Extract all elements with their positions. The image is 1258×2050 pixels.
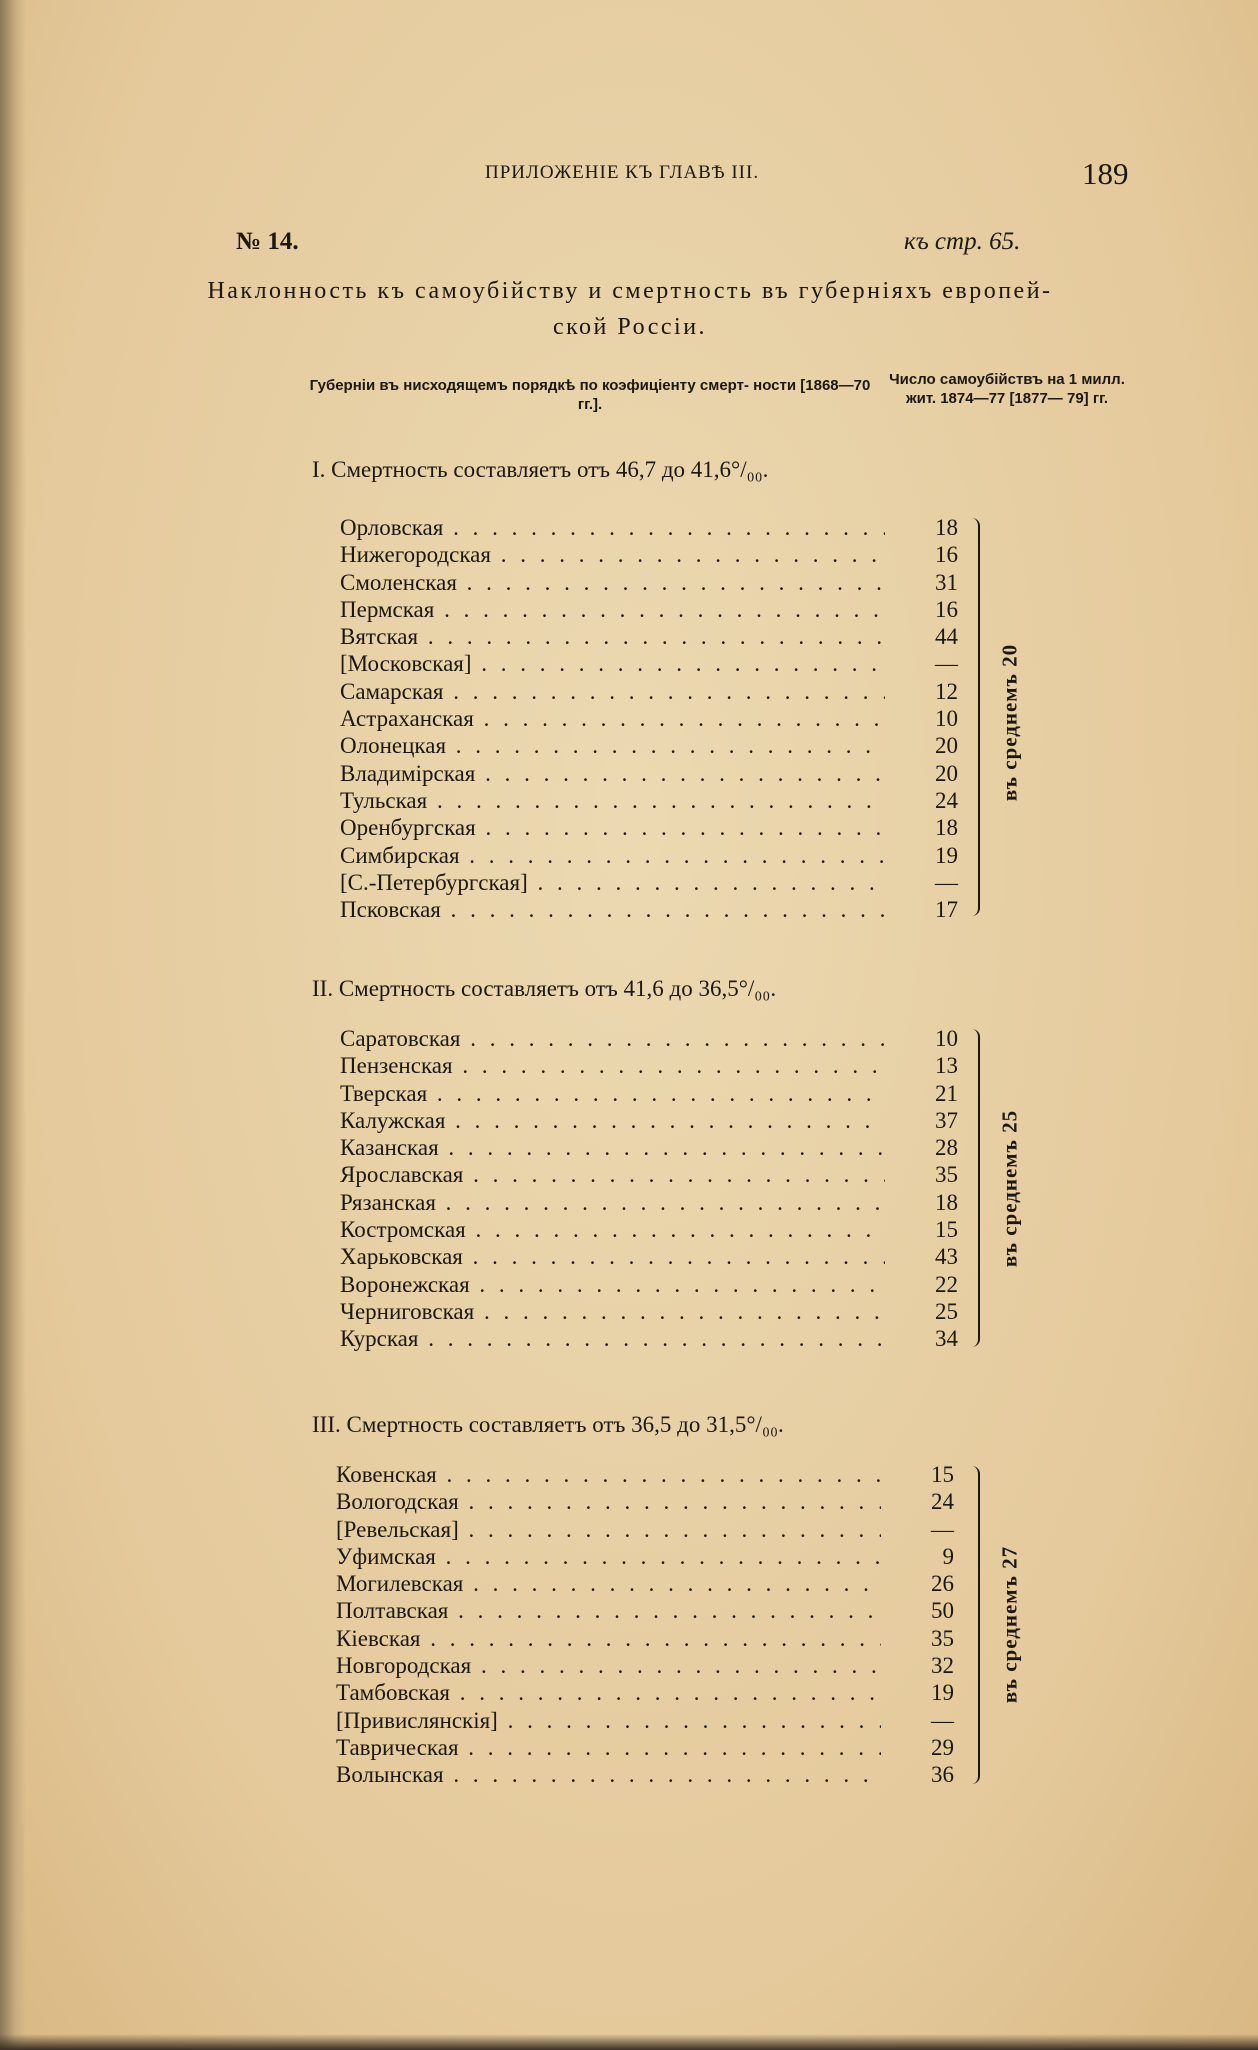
document-number: № 14. <box>236 228 299 255</box>
suicide-rate: 29 <box>931 1734 954 1760</box>
province-name: Таврическая . . . <box>336 1734 881 1761</box>
suicide-rate: — <box>931 1516 954 1542</box>
suicide-rate: 34 <box>935 1326 958 1352</box>
province-name: Тульская . . . <box>340 787 885 814</box>
province-name: Смоленская . . . <box>340 569 885 596</box>
suicide-rate: 9 <box>942 1543 954 1569</box>
province-name: Орловская . . . <box>340 514 885 541</box>
suicide-rate: 20 <box>935 760 958 786</box>
province-name: Калужская . . . <box>340 1107 885 1134</box>
province-name: Вологодская . . . <box>336 1488 881 1515</box>
brace-section-1 <box>968 518 980 916</box>
suicide-rate: 15 <box>931 1462 954 1487</box>
brace-section-3 <box>968 1466 980 1784</box>
province-name: Волынская . . . <box>336 1761 881 1788</box>
page-reference: къ стр. 65. <box>904 228 1021 255</box>
suicide-rate: 10 <box>935 706 958 732</box>
suicide-rate: — <box>935 869 958 895</box>
suicide-rate: 24 <box>935 787 958 813</box>
province-name: Костромская . . . <box>340 1216 885 1243</box>
page-edge-shadow <box>0 0 26 2050</box>
suicide-rate: 36 <box>931 1762 954 1788</box>
suicide-rate: 18 <box>935 815 958 841</box>
province-name: [Привислянскія] . . . <box>336 1707 881 1734</box>
suicide-rate: 24 <box>931 1489 954 1515</box>
suicide-rate: 18 <box>935 515 958 540</box>
province-name: [Ревельская] . . . <box>336 1516 881 1543</box>
suicide-rate: 12 <box>935 678 958 704</box>
suicide-rate: 50 <box>931 1598 954 1624</box>
province-name: [Московская] . . . <box>340 650 885 677</box>
section-heading-2: II. Смертность составляетъ отъ 41,6 до 36,5°/₀₀. <box>312 976 777 1001</box>
suicide-rate: 13 <box>935 1053 958 1079</box>
province-name: Пермская . . . <box>340 596 885 623</box>
suicide-rate: 37 <box>935 1107 958 1133</box>
suicide-rate: 19 <box>935 842 958 868</box>
province-name: Воронежская . . . <box>340 1271 885 1298</box>
suicide-rate: — <box>935 651 958 677</box>
province-name: Тверская . . . <box>340 1080 885 1107</box>
province-name: Харьковская . . . <box>340 1243 885 1270</box>
suicide-rate: 15 <box>935 1217 958 1243</box>
province-name: Уфимская . . . <box>336 1543 881 1570</box>
section-heading-3: III. Смертность составляетъ отъ 36,5 до 31,5°/₀₀. <box>312 1412 784 1437</box>
province-name: Вятская . . . <box>340 623 885 650</box>
province-name: Тамбовская . . . <box>336 1679 881 1706</box>
suicide-rate: 16 <box>935 596 958 622</box>
province-name: Оренбургская . . . <box>340 814 885 841</box>
province-name: [С.-Петербургская] . . . <box>340 869 885 896</box>
suicide-rate: 44 <box>935 624 958 650</box>
suicide-rate: 43 <box>935 1244 958 1270</box>
suicide-rate: 16 <box>935 542 958 568</box>
province-name: Ковенская . . . <box>336 1461 881 1488</box>
running-head: ПРИЛОЖЕНІЕ КЪ ГЛАВѢ III. <box>485 162 760 183</box>
province-name: Новгородская . . . <box>336 1652 881 1679</box>
table-title-line-2: ской Россіи. <box>552 314 708 340</box>
suicide-rate: 35 <box>931 1625 954 1651</box>
province-name: Черниговская . . . <box>340 1298 885 1325</box>
suicide-rate: 35 <box>935 1162 958 1188</box>
suicide-rate: 20 <box>935 733 958 759</box>
column-header-provinces: Губерніи въ нисходящемъ порядкѣ по коэфиціенту смерт- ности [1868—70 гг.]. <box>309 377 871 413</box>
suicide-rate: 26 <box>931 1571 954 1597</box>
province-name: Владимірская . . . <box>340 760 885 787</box>
province-name: Курская . . . <box>340 1325 885 1352</box>
brace-section-2 <box>968 1029 980 1347</box>
province-name: Ярославская . . . <box>340 1161 885 1188</box>
page-number: 189 <box>1082 156 1129 191</box>
province-name: Могилевская . . . <box>336 1570 881 1597</box>
column-header-suicides: Число самоубійствъ на 1 милл. жит. 1874—77 [1877— 79] гг. <box>889 371 1125 407</box>
suicide-rate: 18 <box>935 1189 958 1215</box>
suicide-rate: 19 <box>931 1680 954 1706</box>
suicide-rate: 22 <box>935 1271 958 1297</box>
section-average-1: въ среднемъ 20 <box>997 643 1022 802</box>
suicide-rate: 32 <box>931 1653 954 1679</box>
table-title-line-1: Наклонность къ самоубійству и смертность въ губерніяхъ европей- <box>207 278 1053 304</box>
section-average-2: въ среднемъ 25 <box>997 1109 1022 1268</box>
province-name: Кіевская . . . <box>336 1625 881 1652</box>
suicide-rate: 31 <box>935 569 958 595</box>
province-name: Симбирская . . . <box>340 842 885 869</box>
suicide-rate: 21 <box>935 1080 958 1106</box>
province-name: Астраханская . . . <box>340 705 885 732</box>
province-name: Казанская . . . <box>340 1134 885 1161</box>
province-name: Нижегородская . . . <box>340 541 885 568</box>
suicide-rate: 17 <box>935 897 958 923</box>
province-name: Рязанская . . . <box>340 1189 885 1216</box>
province-name: Самарская . . . <box>340 678 885 705</box>
suicide-rate: — <box>931 1707 954 1733</box>
province-name: Полтавская . . . <box>336 1597 881 1624</box>
page-bottom-shadow <box>0 2034 1258 2050</box>
suicide-rate: 25 <box>935 1298 958 1324</box>
province-name: Олонецкая . . . <box>340 732 885 759</box>
province-name: Пензенская . . . <box>340 1052 885 1079</box>
suicide-rate: 28 <box>935 1135 958 1161</box>
province-name: Саратовская . . . <box>340 1025 885 1052</box>
section-heading-1: I. Смертность составляетъ отъ 46,7 до 41,6°/₀₀. <box>312 457 769 482</box>
province-name: Псковская . . . <box>340 896 885 923</box>
section-average-3: въ среднемъ 27 <box>997 1545 1022 1704</box>
suicide-rate: 10 <box>935 1026 958 1051</box>
